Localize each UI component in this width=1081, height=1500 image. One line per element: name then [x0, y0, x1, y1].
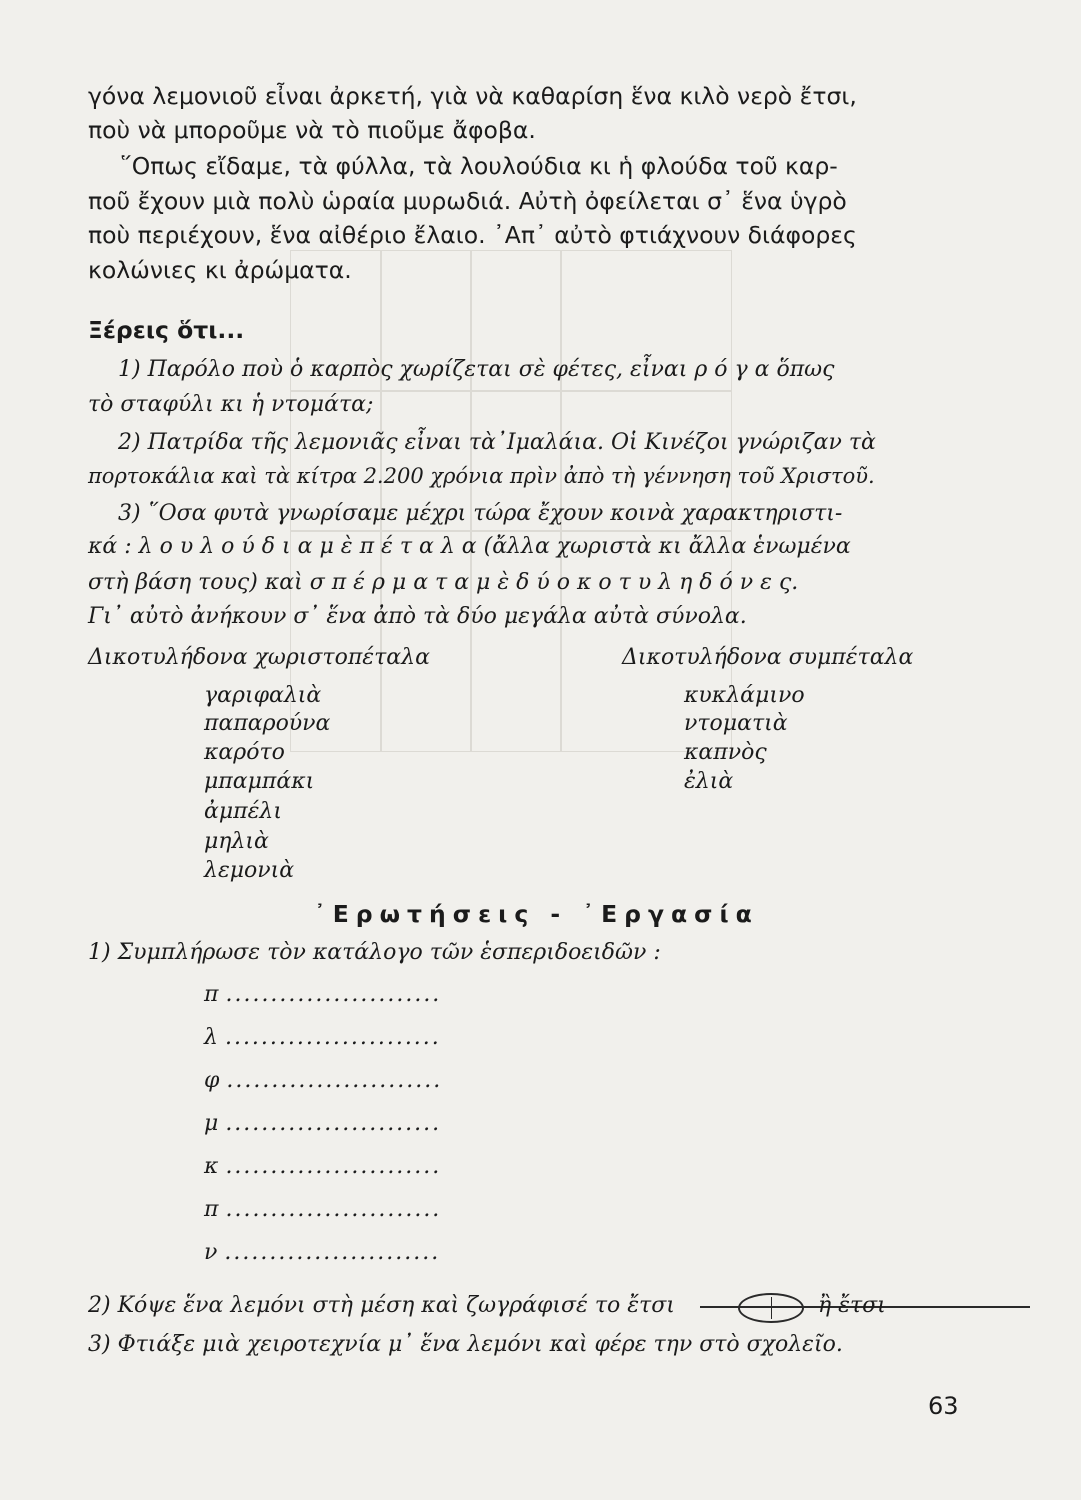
- blank-row: [204, 1240, 440, 1265]
- paragraph-line: γόνα λεμονιοῦ εἶναι ἀρκετή, γιὰ νὰ καθαρίση ἕνα κιλὸ νερὸ ἔτσι,: [88, 82, 857, 110]
- right-group-item: καπνὸς: [684, 740, 767, 765]
- fill-blank[interactable]: ........................: [224, 1240, 441, 1265]
- fill-blank[interactable]: ........................: [225, 1197, 442, 1222]
- fact-line: Γι᾽ αὐτὸ ἀνήκουν σ᾽ ἕνα ἀπὸ τὰ δύο μεγάλα αὐτὰ σύνολα.: [88, 604, 747, 629]
- blank-row: [204, 982, 441, 1007]
- fill-blank[interactable]: ........................: [225, 1154, 442, 1179]
- exercises-heading: ᾽Ερωτήσεις - ᾽Εργασία: [314, 900, 759, 928]
- fact-line: τὸ σταφύλι κι ἡ ντομάτα;: [88, 392, 374, 417]
- left-group-item: παπαρούνα: [204, 711, 331, 736]
- blank-letter: μ: [204, 1111, 219, 1136]
- fact-line: 2) Πατρίδα τῆς λεμονιᾶς εἶναι τὰ᾽Ιμαλάια. Οἱ Κινέζοι γνώριζαν τὰ: [118, 430, 876, 455]
- left-group-item: γαριφαλιὰ: [204, 683, 322, 708]
- paragraph-line: ποῦ ἔχουν μιὰ πολὺ ὡραία μυρωδιά. Αὐτὴ ὀφείλεται σ᾽ ἕνα ὑγρὸ: [88, 187, 847, 215]
- blank-letter: κ: [204, 1154, 219, 1179]
- fill-blank[interactable]: ........................: [224, 1025, 441, 1050]
- blank-letter: φ: [204, 1068, 220, 1093]
- right-group-heading: Δικοτυλήδονα συμπέταλα: [622, 645, 914, 670]
- blank-row: [204, 1197, 441, 1222]
- paragraph-line: ποὺ περιέχουν, ἕνα αἰθέριο ἔλαιο. ᾽Απ᾽ αὐτὸ φτιάχνουν διάφορες: [88, 221, 857, 249]
- question-3: 3) Φτιάξε μιὰ χειροτεχνία μ᾽ ἕνα λεμόνι καὶ φέρε την στὸ σχολεῖο.: [88, 1332, 843, 1357]
- fact-line: κά : λ ο υ λ ο ύ δ ι α μ ὲ π έ τ α λ α (ἄλλα χωριστὰ κι ἄλλα ἑνωμένα: [88, 534, 851, 559]
- left-group-item: μπαμπάκι: [204, 769, 315, 794]
- blank-row: [204, 1111, 441, 1136]
- fact-line: 1) Παρόλο ποὺ ὁ καρπὸς χωρίζεται σὲ φέτες, εἶναι ρ ό γ α ὅπως: [118, 357, 835, 382]
- fact-line: στὴ βάση τους) καὶ σ π έ ρ μ α τ α μ ὲ δ ύ ο κ ο τ υ λ η δ ό ν ε ς.: [88, 570, 799, 595]
- right-group-item: ἐλιὰ: [684, 769, 734, 794]
- question-2-suffix: ἢ ἔτσι: [818, 1293, 886, 1318]
- paragraph-line: ῞Οπως εἴδαμε, τὰ φύλλα, τὰ λουλούδια κι ἡ φλούδα τοῦ καρ-: [120, 152, 838, 180]
- left-group-item: καρότο: [204, 740, 285, 765]
- fact-line: πορτοκάλια καὶ τὰ κίτρα 2.200 χρόνια πρὶν ἀπὸ τὴ γέννηση τοῦ Χριστοῦ.: [88, 464, 875, 488]
- page-number: 63: [928, 1392, 959, 1420]
- blank-letter: ν: [204, 1240, 218, 1265]
- question-1: 1) Συμπλήρωσε τὸν κατάλογο τῶν ἑσπεριδοειδῶν :: [88, 940, 661, 965]
- bleed-through-line: [290, 530, 732, 532]
- blank-row: [204, 1154, 441, 1179]
- fill-blank[interactable]: ........................: [225, 1111, 442, 1136]
- right-group-item: κυκλάμινο: [684, 683, 805, 708]
- left-group-item: μηλιὰ: [204, 829, 269, 854]
- fact-line: 3) ῞Οσα φυτὰ γνωρίσαμε μέχρι τώρα ἔχουν κοινὰ χαρακτηριστι-: [118, 501, 843, 526]
- left-group-heading: Δικοτυλήδονα χωριστοπέταλα: [88, 645, 430, 670]
- section-heading: Ξέρεις ὅτι...: [88, 316, 245, 344]
- right-group-item: ντοματιὰ: [684, 711, 788, 736]
- blank-letter: π: [204, 1197, 219, 1222]
- left-group-item: λεμονιὰ: [204, 858, 295, 883]
- question-2: 2) Κόψε ἕνα λεμόνι στὴ μέση καὶ ζωγράφισέ το ἔτσι: [88, 1293, 675, 1318]
- blank-row: [204, 1068, 442, 1093]
- paragraph-line: κολώνιες κι ἀρώματα.: [88, 256, 352, 284]
- left-group-item: ἀμπέλι: [204, 799, 282, 824]
- blank-letter: π: [204, 982, 219, 1007]
- paragraph-line: ποὺ νὰ μποροῦμε νὰ τὸ πιοῦμε ἄφοβα.: [88, 116, 536, 144]
- fill-blank[interactable]: ........................: [225, 982, 442, 1007]
- blank-letter: λ: [204, 1025, 218, 1050]
- lemon-drawing-icon: [738, 1293, 804, 1323]
- blank-row: [204, 1025, 441, 1050]
- fill-blank[interactable]: ........................: [226, 1068, 443, 1093]
